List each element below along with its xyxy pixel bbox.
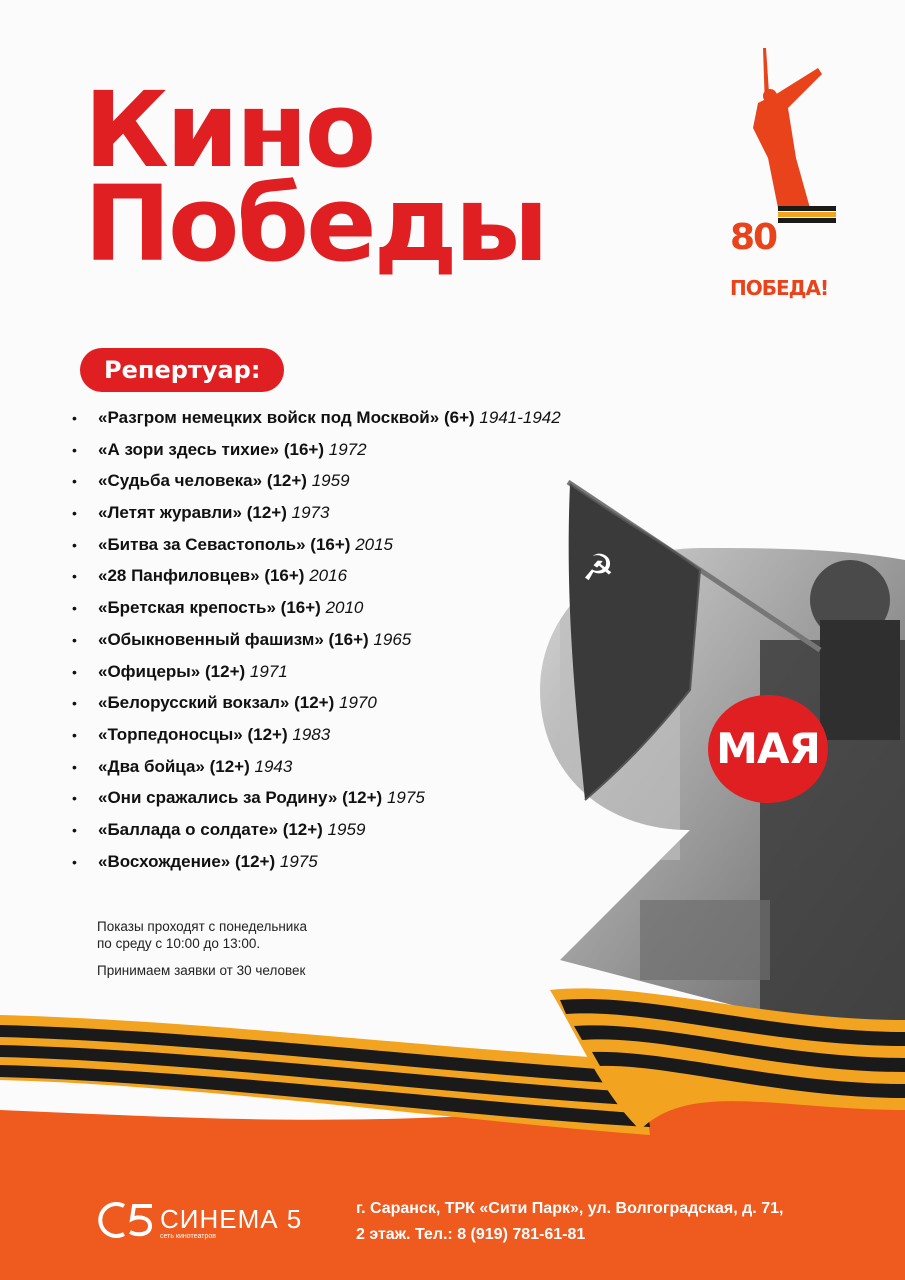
address-line-1: г. Саранск, ТРК «Сити Парк», ул. Волгоградская, д. 71, <box>356 1200 784 1217</box>
film-age-rating: (12+) <box>247 724 288 744</box>
film-age-rating: (12+) <box>246 503 287 523</box>
bullet-icon: • <box>72 695 77 712</box>
group-requests-note: Принимаем заявки от 30 человек <box>97 963 306 978</box>
bullet-icon: • <box>72 663 77 680</box>
bullet-icon: • <box>72 726 77 743</box>
film-year: 1975 <box>386 788 425 808</box>
cinema5-logo-icon <box>98 1200 156 1240</box>
bullet-icon: • <box>72 790 77 807</box>
title-line-1: Кино <box>84 69 374 191</box>
film-title: «Летят журавли» <box>98 503 242 523</box>
film-title: «Баллада о солдате» <box>98 819 278 839</box>
film-title: «Торпедоносцы» <box>98 724 243 744</box>
film-title: «28 Панфиловцев» <box>98 566 260 586</box>
film-age-rating: (12+) <box>266 471 307 491</box>
film-year: 1970 <box>339 693 377 713</box>
film-year: 1971 <box>249 661 288 681</box>
may-badge: МАЯ <box>708 695 828 803</box>
film-title: «Судьба человека» <box>98 471 263 491</box>
film-title: «Восхождение» <box>98 851 231 871</box>
bullet-icon: • <box>72 410 77 426</box>
film-age-rating: (12+) <box>342 788 383 808</box>
film-year: 2010 <box>325 598 364 618</box>
film-year: 2015 <box>355 534 394 554</box>
bullet-icon: • <box>72 536 77 553</box>
film-year: 1975 <box>279 851 318 871</box>
film-title: «Разгром немецких войск под Москвой» <box>98 408 440 427</box>
film-age-rating: (6+) <box>443 408 475 427</box>
film-title: «Белорусский вокзал» <box>98 693 290 713</box>
film-age-rating: (16+) <box>328 629 369 649</box>
bullet-icon: • <box>72 758 77 775</box>
film-year: 1959 <box>327 819 366 839</box>
film-age-rating: (16+) <box>280 598 321 618</box>
logo-word: ПОБЕДА! <box>730 276 829 300</box>
bullet-icon: • <box>72 821 77 838</box>
schedule-line-1: Показы проходят с понедельника <box>97 919 308 934</box>
bullet-icon: • <box>72 505 77 522</box>
film-age-rating: (12+) <box>282 819 323 839</box>
film-age-rating: (16+) <box>310 534 351 554</box>
bullet-icon: • <box>72 631 77 648</box>
film-year: 1973 <box>291 503 330 523</box>
film-age-rating: (12+) <box>209 756 250 776</box>
film-title: «Офицеры» <box>98 661 201 681</box>
film-year: 1943 <box>254 756 293 776</box>
film-year: 1965 <box>373 629 412 649</box>
film-title: «Два бойца» <box>98 756 205 776</box>
schedule-line-2: по среду с 10:00 до 13:00. <box>97 936 261 951</box>
film-year: 1941-1942 <box>479 408 561 427</box>
film-year: 2016 <box>309 566 348 586</box>
film-title: «Обыкновенный фашизм» <box>98 629 324 649</box>
film-title: «Они сражались за Родину» <box>98 788 338 808</box>
bullet-icon: • <box>72 441 77 458</box>
repertoire-heading: Репертуар: <box>80 348 284 392</box>
film-age-rating: (16+) <box>283 439 325 459</box>
film-year: 1959 <box>311 471 350 491</box>
film-title: «Бретская крепость» <box>98 598 276 618</box>
bullet-icon: • <box>72 600 77 617</box>
title-line-2: Победы <box>84 163 546 285</box>
brand-tagline: сеть кинотеатров <box>160 1233 217 1240</box>
svg-text:☭: ☭ <box>582 548 615 589</box>
brand-name: СИНЕМА 5 <box>160 1204 303 1234</box>
film-title: «Битва за Севастополь» <box>98 534 306 554</box>
film-age-rating: (12+) <box>205 661 246 681</box>
film-year: 1983 <box>292 724 331 744</box>
film-year: 1972 <box>328 439 367 459</box>
bullet-icon: • <box>72 473 77 490</box>
film-title: «А зори здесь тихие» <box>98 439 280 459</box>
logo-number: 80 <box>730 217 777 258</box>
bullet-icon: • <box>72 853 77 870</box>
film-age-rating: (12+) <box>234 851 276 871</box>
address-block <box>356 1196 783 1248</box>
film-age-rating: (12+) <box>294 693 335 713</box>
bullet-icon: • <box>72 568 77 585</box>
address-line-2: 2 этаж. Тел.: 8 (919) 781-61-81 <box>356 1226 586 1243</box>
film-age-rating: (16+) <box>264 566 305 586</box>
